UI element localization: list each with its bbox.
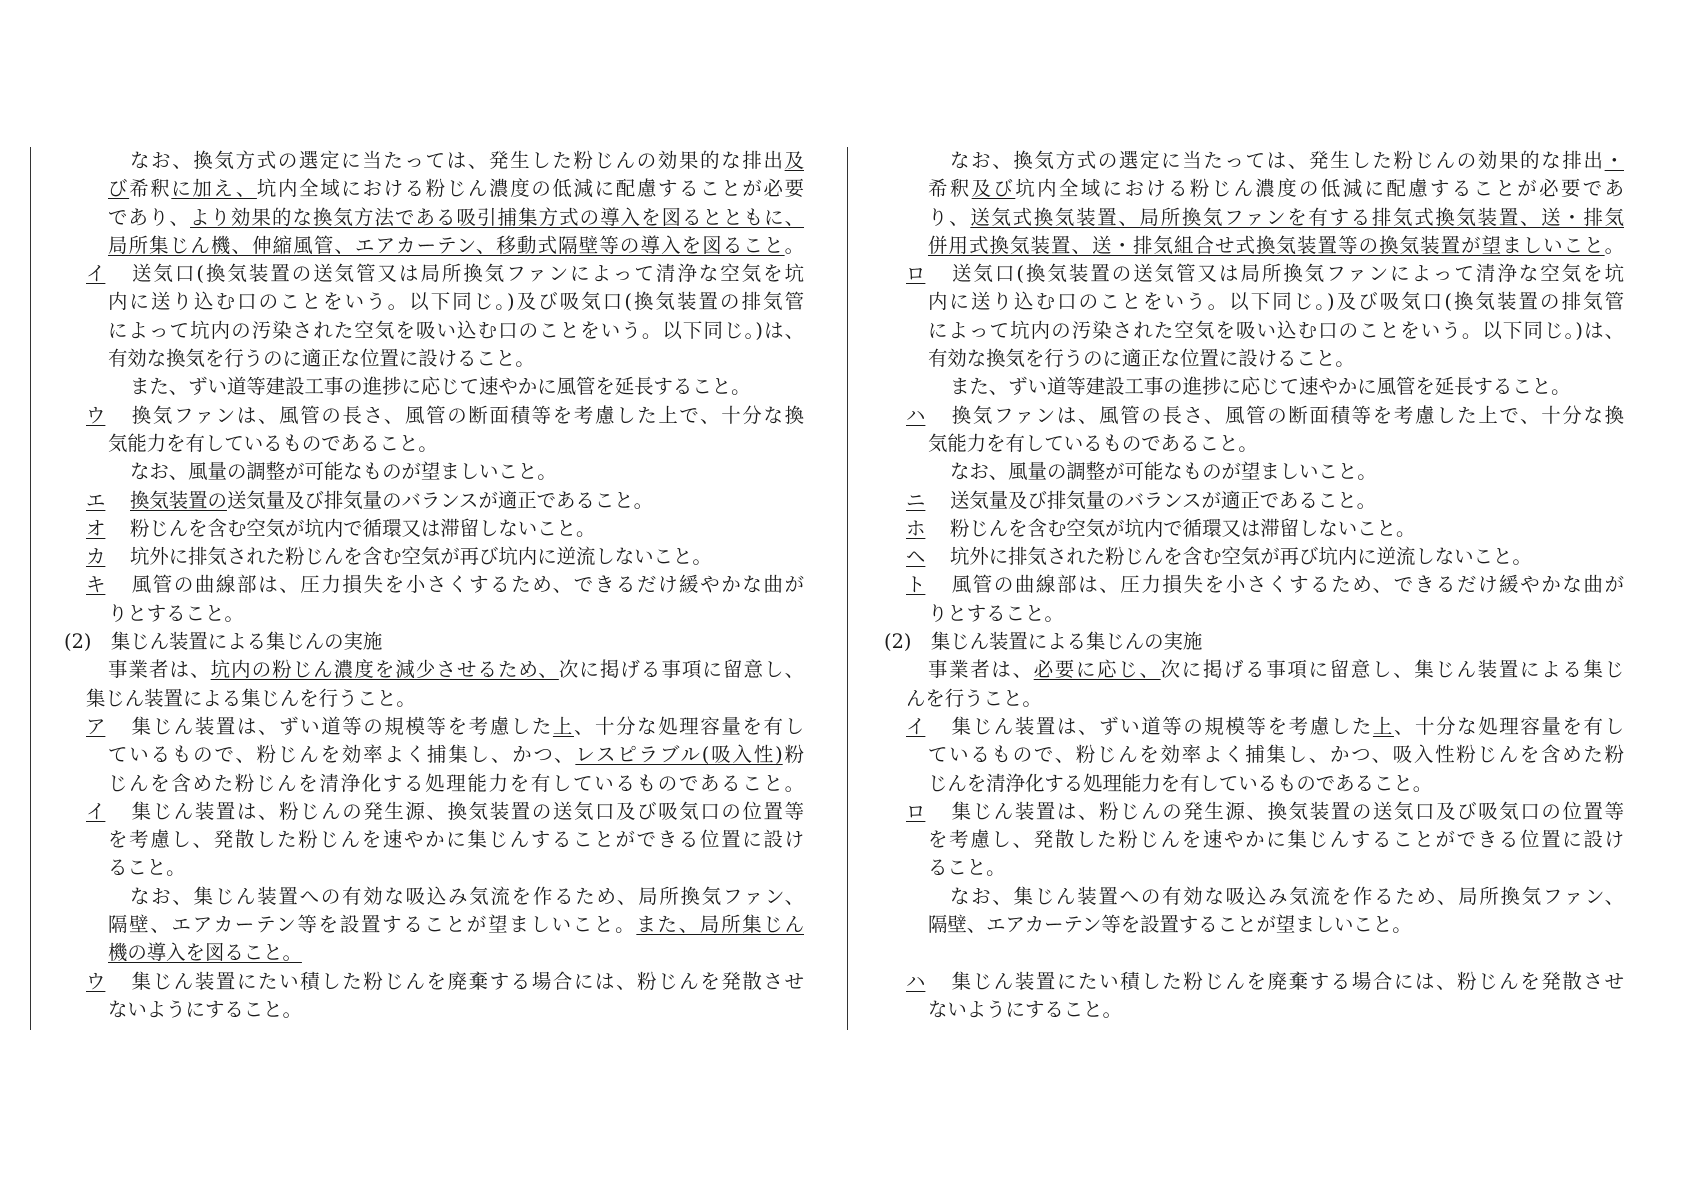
text-segment: 内に送り込む口のことをいう。以下同じ。)及び吸気口(換気装置の排気管: [108, 290, 804, 314]
text-line: [884, 854, 1624, 882]
text-line: [884, 543, 1624, 571]
text-line: [884, 204, 1624, 232]
text-segment: 送気量及び排気量のバランスが適正であること。: [950, 488, 1377, 512]
amended-text: より効果的な換気方法である吸引捕集方式の導入を図るとともに、: [190, 205, 804, 229]
text-line: [64, 458, 804, 486]
amended-text: 必要に応じ、: [1033, 658, 1161, 682]
text-segment: ること。: [108, 856, 186, 880]
text-segment: 隔壁、エアカーテン等を設置することが望ましいこと。: [928, 913, 1412, 937]
amended-text: 上: [552, 714, 574, 738]
item-label: ヘ: [906, 545, 926, 569]
text-line: [64, 543, 804, 571]
amended-text: 機の導入を図ること。: [108, 941, 302, 965]
text-line: [64, 685, 804, 713]
text-segment: 。: [1604, 233, 1624, 257]
text-segment: 希釈: [928, 177, 972, 201]
text-segment: 希釈: [129, 177, 172, 201]
amended-text: ・: [1604, 149, 1624, 172]
text-line: [884, 317, 1624, 345]
item-label: ハ: [906, 969, 926, 993]
text-line: [884, 288, 1624, 316]
text-line: [64, 854, 804, 882]
text-line: [64, 628, 804, 656]
text-line: [884, 996, 1624, 1024]
text-line: [64, 571, 804, 599]
amended-text: 換気装置の: [130, 488, 227, 512]
text-line: [884, 713, 1624, 741]
text-segment: 事業者は、: [108, 658, 211, 682]
text-line: [64, 996, 804, 1024]
text-segment: 次に掲げる事項に留意し、: [558, 658, 804, 682]
text-line: [884, 571, 1624, 599]
text-segment: じんを含めた粉じんを清浄化する処理能力を有しているものであること。: [108, 771, 804, 795]
text-segment: ること。: [928, 856, 1006, 880]
text-segment: なお、風量の調整が可能なものが望ましいこと。: [950, 460, 1377, 484]
text-segment: 送気量及び排気量のバランスが適正であること。: [226, 488, 653, 512]
text-segment: 、十分な処理容量を有し: [1393, 714, 1624, 738]
text-line: [64, 147, 804, 175]
item-label: ロ: [906, 262, 926, 286]
text-segment: 坑内全域における粉じん濃度の低減に配慮することが必要: [256, 177, 804, 201]
text-line: [64, 288, 804, 316]
text-segment: なお、換気方式の選定に当たっては、発生した粉じんの効果的な排出: [130, 149, 785, 172]
text-line: [884, 515, 1624, 543]
text-line: [64, 798, 804, 826]
text-line: [884, 798, 1624, 826]
text-segment: 粉じんを含む空気が坑内で循環又は滞留しないこと。: [130, 516, 596, 540]
text-segment: 有効な換気を行うのに適正な位置に設けること。: [108, 347, 535, 371]
text-segment: を考慮し、発散した粉じんを速やかに集じんすることができる位置に設け: [108, 828, 804, 852]
text-segment: なお、集じん装置への有効な吸込み気流を作るため、局所換気ファン、: [950, 884, 1624, 908]
text-line: [64, 656, 804, 684]
text-segment: んを行うこと。: [906, 686, 1042, 710]
text-segment: なお、換気方式の選定に当たっては、発生した粉じんの効果的な排出: [950, 149, 1605, 172]
text-line: [884, 175, 1624, 203]
text-line: [884, 770, 1624, 798]
text-line: [884, 628, 1624, 656]
text-segment: 、十分な処理容量を有し: [573, 714, 804, 738]
text-segment: 気能力を有しているものであること。: [108, 431, 438, 455]
text-segment: 集じん装置は、ずい道等の規模等を考慮した: [950, 714, 1373, 738]
item-label: オ: [86, 516, 106, 540]
text-segment: 風管の曲線部は、圧力損失を小さくするため、できるだけ緩やかな曲が: [950, 573, 1624, 597]
text-line: [884, 656, 1624, 684]
text-segment: 換気ファンは、風管の長さ、風管の断面積等を考慮した上で、十分な換: [950, 403, 1624, 427]
text-line: [884, 826, 1624, 854]
text-segment: ないようにすること。: [928, 997, 1122, 1021]
text-line: [884, 911, 1624, 939]
text-segment: 坑内全域における粉じん濃度の低減に配慮することが必要であ: [1015, 177, 1624, 201]
text-line: [64, 175, 804, 203]
text-line: [64, 402, 804, 430]
text-segment: であり、: [108, 205, 191, 229]
text-segment: 気能力を有しているものであること。: [928, 431, 1258, 455]
amended-text: 送気式換気装置、局所換気ファンを有する排気式換気装置、送・排気: [970, 205, 1624, 229]
item-label: イ: [86, 262, 106, 286]
amended-text: 及び: [971, 177, 1016, 201]
amended-text: 坑内の粉じん濃度を減少させるため、: [210, 658, 559, 682]
text-segment: 集じん装置は、粉じんの発生源、換気装置の送気口及び吸気口の位置等: [950, 799, 1624, 823]
amended-text: また、局所集じん: [636, 913, 804, 937]
text-line: [64, 826, 804, 854]
text-line: [64, 600, 804, 628]
text-line: [884, 883, 1624, 911]
right-column-new-text: [884, 147, 1624, 1024]
text-segment: 内に送り込む口のことをいう。以下同じ。)及び吸気口(換気装置の排気管: [928, 290, 1624, 314]
text-segment: 有効な換気を行うのに適正な位置に設けること。: [928, 347, 1355, 371]
text-segment: を考慮し、発散した粉じんを速やかに集じんすることができる位置に設け: [928, 828, 1624, 852]
text-line: [64, 515, 804, 543]
text-segment: りとすること。: [108, 601, 244, 625]
left-margin-line: [30, 147, 31, 1030]
item-label: ハ: [906, 403, 926, 427]
text-segment: 次に掲げる事項に留意し、集じん装置による集じ: [1160, 658, 1624, 682]
text-segment: なお、風量の調整が可能なものが望ましいこと。: [130, 460, 557, 484]
column-divider-line: [847, 147, 848, 1030]
amended-text: レスピラブル(吸入性): [575, 743, 783, 767]
text-segment: なお、集じん装置への有効な吸込み気流を作るため、局所換気ファン、: [130, 884, 804, 908]
item-label: エ: [86, 488, 106, 512]
amended-text: び: [108, 177, 130, 201]
text-segment: ているもので、粉じんを効率よく捕集し、かつ、: [108, 743, 576, 767]
amended-text: 上: [1372, 714, 1394, 738]
text-segment: によって坑内の汚染された空気を吸い込む口のことをいう。以下同じ。)は、: [108, 318, 804, 342]
text-segment: 坑外に排気された粉じんを含む空気が再び坑内に逆流しないこと。: [950, 545, 1532, 569]
text-segment: り、: [928, 205, 971, 229]
text-line: [64, 345, 804, 373]
text-segment: また、ずい道等建設工事の進捗に応じて速やかに風管を延長すること。: [130, 375, 751, 399]
text-line: [64, 260, 804, 288]
text-line: [884, 487, 1624, 515]
amended-text: 併用式換気装置、送・排気組合せ式換気装置等の換気装置が望ましいこと: [928, 233, 1605, 257]
text-line: [884, 147, 1624, 175]
text-segment: じんを清浄化する処理能力を有しているものであること。: [928, 771, 1433, 795]
text-segment: 粉: [782, 743, 804, 767]
text-segment: 送気口(換気装置の送気管又は局所換気ファンによって清浄な空気を坑: [130, 262, 804, 286]
left-column-old-text: [64, 147, 804, 1024]
text-segment: 集じん装置にたい積した粉じんを廃棄する場合には、粉じんを発散させ: [130, 969, 804, 993]
text-segment: 風管の曲線部は、圧力損失を小さくするため、できるだけ緩やかな曲が: [130, 573, 804, 597]
text-segment: によって坑内の汚染された空気を吸い込む口のことをいう。以下同じ。)は、: [928, 318, 1624, 342]
text-segment: (2) 集じん装置による集じんの実施: [884, 630, 1203, 654]
item-label: キ: [86, 573, 106, 597]
text-segment: 。: [784, 233, 804, 257]
text-line: [884, 345, 1624, 373]
text-segment: 事業者は、: [928, 658, 1034, 682]
text-line: [884, 600, 1624, 628]
amended-text: 局所集じん機、伸縮風管、エアカーテン、移動式隔壁等の導入を図ること: [108, 233, 785, 257]
text-line: [884, 939, 1624, 967]
text-segment: また、ずい道等建設工事の進捗に応じて速やかに風管を延長すること。: [950, 375, 1571, 399]
text-line: [64, 713, 804, 741]
text-segment: (2) 集じん装置による集じんの実施: [64, 630, 383, 654]
item-label: ア: [86, 714, 106, 738]
text-line: [64, 373, 804, 401]
text-segment: 集じん装置による集じんを行うこと。: [86, 686, 416, 710]
text-line: [64, 317, 804, 345]
text-segment: 坑外に排気された粉じんを含む空気が再び坑内に逆流しないこと。: [130, 545, 712, 569]
item-label: ウ: [86, 403, 106, 427]
item-label: ロ: [906, 799, 926, 823]
item-label: ホ: [906, 516, 926, 540]
text-line: [884, 402, 1624, 430]
amended-text: 及: [784, 149, 804, 172]
text-segment: 換気ファンは、風管の長さ、風管の断面積等を考慮した上で、十分な換: [130, 403, 804, 427]
text-line: [884, 373, 1624, 401]
text-line: [64, 770, 804, 798]
item-label: カ: [86, 545, 106, 569]
text-segment: 送気口(換気装置の送気管又は局所換気ファンによって清浄な空気を坑: [950, 262, 1624, 286]
text-line: [64, 883, 804, 911]
text-line: [64, 204, 804, 232]
text-line: [884, 685, 1624, 713]
text-line: [64, 741, 804, 769]
text-segment: 集じん装置は、粉じんの発生源、換気装置の送気口及び吸気口の位置等: [130, 799, 804, 823]
text-segment: 粉じんを含む空気が坑内で循環又は滞留しないこと。: [950, 516, 1416, 540]
text-line: [884, 968, 1624, 996]
text-line: [64, 968, 804, 996]
item-label: イ: [906, 714, 926, 738]
item-label: ニ: [906, 488, 926, 512]
text-line: [884, 260, 1624, 288]
item-label: ウ: [86, 969, 106, 993]
text-segment: ないようにすること。: [108, 997, 302, 1021]
text-line: [884, 458, 1624, 486]
text-line: [884, 430, 1624, 458]
text-line: [884, 232, 1624, 260]
text-line: [64, 487, 804, 515]
text-segment: ているもので、粉じんを効率よく捕集し、かつ、吸入性粉じんを含めた粉: [928, 743, 1624, 767]
item-label: イ: [86, 799, 106, 823]
text-line: [884, 741, 1624, 769]
text-line: [64, 430, 804, 458]
text-segment: りとすること。: [928, 601, 1064, 625]
text-segment: 集じん装置は、ずい道等の規模等を考慮した: [130, 714, 553, 738]
text-segment: 隔壁、エアカーテン等を設置することが望ましいこと。: [108, 913, 637, 937]
text-line: [64, 232, 804, 260]
text-line: [64, 939, 804, 967]
text-line: [64, 911, 804, 939]
item-label: ト: [906, 573, 926, 597]
amended-text: に加え、: [171, 177, 257, 201]
text-segment: 集じん装置にたい積した粉じんを廃棄する場合には、粉じんを発散させ: [950, 969, 1624, 993]
